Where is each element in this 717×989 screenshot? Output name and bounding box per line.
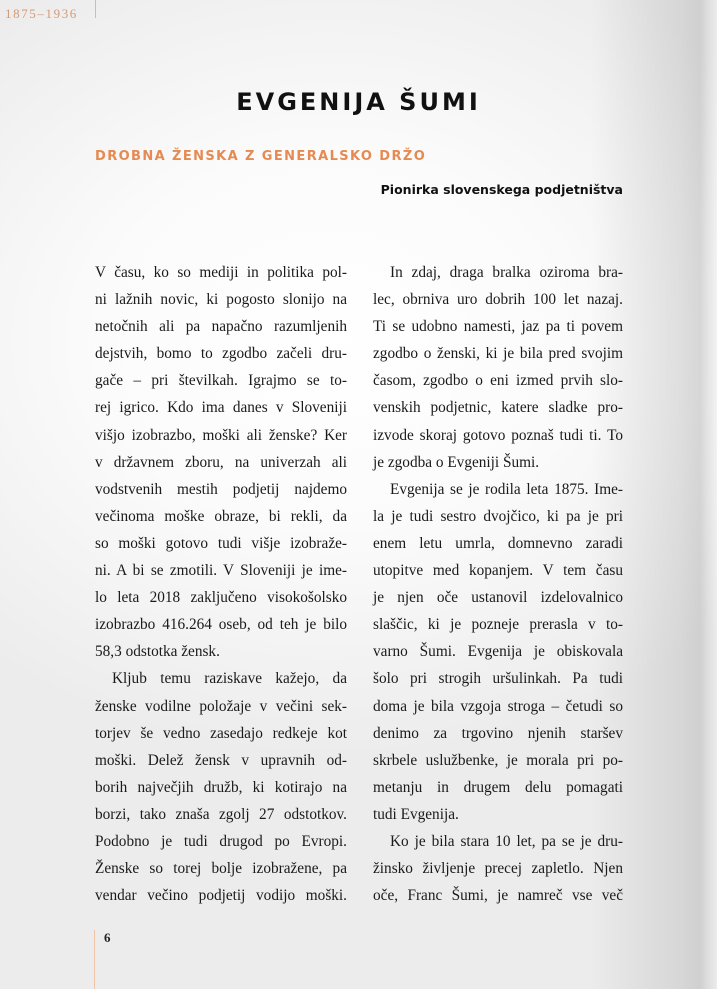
text-line: torjev še vedno zasedajo redkeje kot xyxy=(95,724,347,742)
text-line: izvode skoraj gotovo poznaš tudi ti. To xyxy=(373,426,623,444)
text-line: šolo pri strogih uršulinkah. Pa tudi xyxy=(373,670,623,688)
text-line: Ženske so torej bolje izobražene, pa xyxy=(95,860,347,878)
text-line: utopitve med kopanjem. V tem času xyxy=(373,562,623,580)
text-line: vodstvenih mestih podjetij najdemo xyxy=(95,480,347,498)
text-line: netočnih ali pa napačno razumljenih xyxy=(95,318,347,336)
text-line: Podobno je tudi drugod po Evropi. xyxy=(95,832,347,850)
text-line: večinoma moške obraze, bi rekli, da xyxy=(95,507,347,525)
text-line: rej igrico. Kdo ima danes v Sloveniji xyxy=(95,399,347,417)
text-line: je zgodba o Evgeniji Šumi. xyxy=(373,453,540,471)
text-line: Kljub temu raziskave kažejo, da xyxy=(112,670,347,688)
text-line: lo leta 2018 zaključeno visokošolsko xyxy=(95,589,347,607)
text-line: varno Šumi. Evgenija je obiskovala xyxy=(373,643,623,661)
text-line: borih največjih družb, ki kotirajo na xyxy=(95,778,347,796)
running-header-years: 1875–1936 xyxy=(5,6,78,21)
text-line: Ko je bila stara 10 let, pa se je dru- xyxy=(390,832,623,850)
text-line: borzi, tako znaša zgolj 27 odstotkov. xyxy=(95,805,347,823)
header-divider xyxy=(95,0,96,18)
text-line: skrbele uslužbenke, je morala pri po- xyxy=(373,751,623,769)
text-line: lec, obrniva uro dobrih 100 let nazaj. xyxy=(373,291,623,309)
article-subtitle: DROBNA ŽENSKA Z GENERALSKO DRŽO xyxy=(95,149,427,164)
text-line: v državnem zboru, na univerzah ali xyxy=(95,453,347,471)
text-line: ni. A bi se zmotili. V Sloveniji je ime- xyxy=(95,562,347,580)
text-line: vendar večino podjetij vodijo moški. xyxy=(95,887,347,905)
text-line: ni lažnih novic, ki pogosto slonijo na xyxy=(95,291,347,309)
text-line: izobrazbo 416.264 oseb, od teh je bilo xyxy=(95,616,347,634)
text-line: oče, Franc Šumi, je namreč vse več xyxy=(373,887,623,905)
text-line: doma je bila vzgoja stroga – četudi so xyxy=(373,697,623,715)
footer-divider xyxy=(94,930,95,989)
text-line: je njen oče ustanovil izdelovalnico xyxy=(373,589,623,607)
text-line: časom, zgodbo o eni izmed prvih slo- xyxy=(373,372,623,390)
text-line: denimo za trgovino njenih staršev xyxy=(373,724,623,742)
text-line: slaščic, ki je pozneje prerasla v to- xyxy=(373,616,623,634)
text-line: tudi Evgenija. xyxy=(373,805,459,823)
text-line: ženske vodilne položaje v večini sek- xyxy=(95,697,347,715)
text-column-right xyxy=(373,259,623,909)
text-line: so moški gotovo tudi višje izobraže- xyxy=(95,534,347,552)
text-line: venskih podjetnic, katere sladke pro- xyxy=(373,399,623,417)
text-line: 58,3 odstotka žensk. xyxy=(95,643,220,661)
text-line: moški. Delež žensk v upravnih od- xyxy=(95,751,347,769)
text-line: gače – pri številkah. Igrajmo se to- xyxy=(95,372,347,390)
text-line: metanju in drugem delu pomagati xyxy=(373,778,623,796)
text-line: In zdaj, draga bralka oziroma bra- xyxy=(390,264,623,281)
text-line: dejstvih, bomo to zgodbo začeli dru- xyxy=(95,345,347,363)
text-line: la je tudi sestro dvojčico, ki pa je pri xyxy=(373,507,623,525)
text-line: enem letu umrla, domnevno zaradi xyxy=(373,534,623,552)
text-column-left xyxy=(95,259,347,909)
text-line: V času, ko so mediji in politika pol- xyxy=(95,264,347,281)
text-line: žinsko življenje precej zapletlo. Njen xyxy=(373,860,623,878)
text-line: višjo izobrazbo, moški ali ženske? Ker xyxy=(95,426,347,444)
text-line: Ti se udobno namesti, jaz pa ti povem xyxy=(373,318,623,336)
article-tagline: Pionirka slovenskega podjetništva xyxy=(380,182,623,197)
article-title: EVGENIJA ŠUMI xyxy=(236,88,481,116)
text-line: zgodbo o ženski, ki je bila pred svojim xyxy=(373,345,623,363)
text-line: Evgenija se je rodila leta 1875. Ime- xyxy=(390,480,623,498)
page-number: 6 xyxy=(104,930,111,945)
